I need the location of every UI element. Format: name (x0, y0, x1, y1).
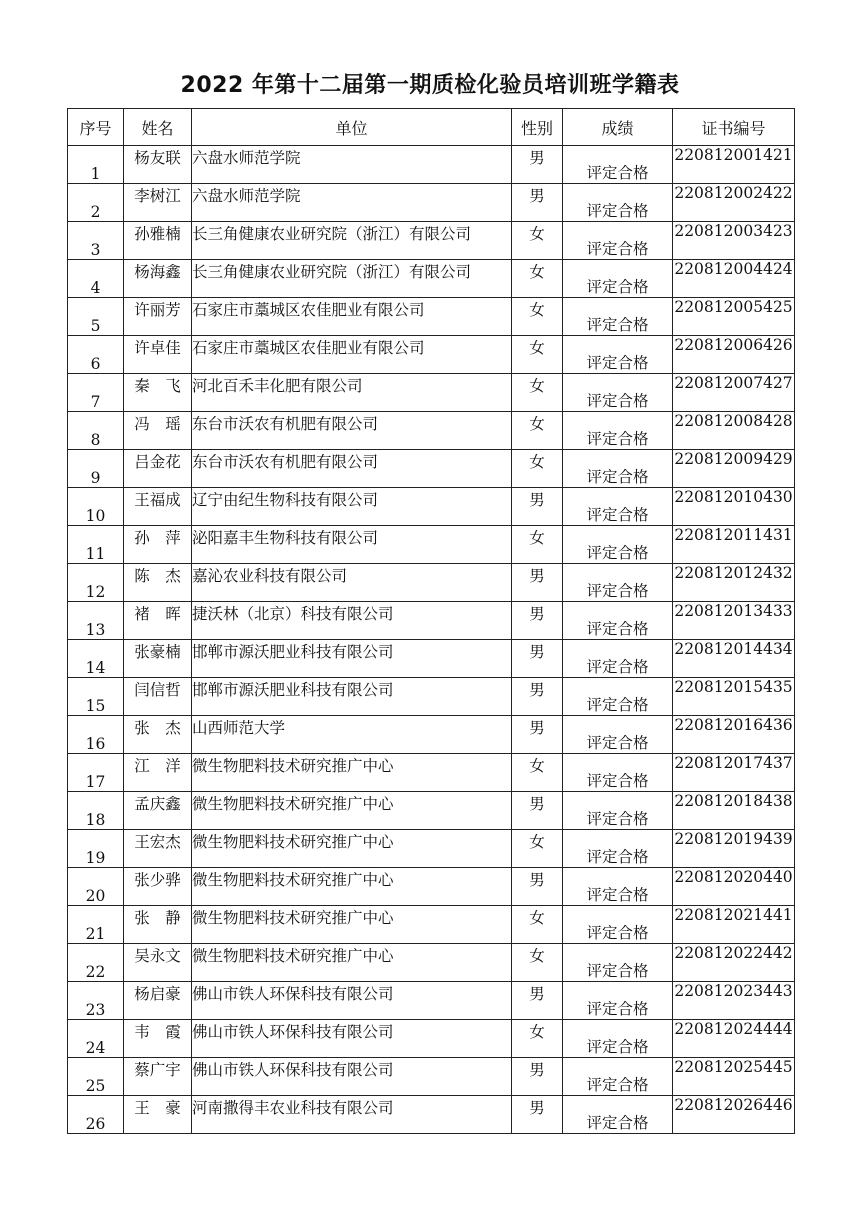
organization-cell: 石家庄市藁城区农佳肥业有限公司 (192, 298, 512, 336)
table-row (68, 868, 795, 906)
result-cell: 评定合格 (563, 222, 673, 260)
student-name-cell: 王福成 (124, 488, 192, 526)
result-cell: 评定合格 (563, 906, 673, 944)
gender-cell: 男 (512, 146, 563, 184)
table-row (68, 1058, 795, 1096)
student-name-cell: 秦 飞 (124, 374, 192, 412)
organization-cell: 微生物肥料技术研究推广中心 (192, 944, 512, 982)
gender-cell: 女 (512, 222, 563, 260)
student-name-cell: 杨启豪 (124, 982, 192, 1020)
result-cell: 评定合格 (563, 146, 673, 184)
certificate-number-cell: 220812005425 (673, 298, 795, 336)
row-number-cell: 22 (68, 944, 124, 982)
organization-cell: 河北百禾丰化肥有限公司 (192, 374, 512, 412)
result-cell: 评定合格 (563, 564, 673, 602)
table-row (68, 944, 795, 982)
header-gender: 性别 (512, 109, 563, 146)
result-cell: 评定合格 (563, 526, 673, 564)
organization-cell: 佛山市铁人环保科技有限公司 (192, 1058, 512, 1096)
row-number-cell: 6 (68, 336, 124, 374)
organization-cell: 邯郸市源沃肥业科技有限公司 (192, 678, 512, 716)
student-name-cell: 许卓佳 (124, 336, 192, 374)
student-name-cell: 许丽芳 (124, 298, 192, 336)
student-name-cell: 吕金花 (124, 450, 192, 488)
student-name-cell: 褚 晖 (124, 602, 192, 640)
student-name-cell: 张少骅 (124, 868, 192, 906)
certificate-number-cell: 220812019439 (673, 830, 795, 868)
table-row (68, 716, 795, 754)
student-name-cell: 蔡广宇 (124, 1058, 192, 1096)
certificate-number-cell: 220812026446 (673, 1096, 795, 1134)
result-cell: 评定合格 (563, 298, 673, 336)
certificate-number-cell: 220812014434 (673, 640, 795, 678)
result-cell: 评定合格 (563, 336, 673, 374)
row-number-cell: 17 (68, 754, 124, 792)
header-unit: 单位 (192, 109, 512, 146)
student-name-cell: 王宏杰 (124, 830, 192, 868)
row-number-cell: 9 (68, 450, 124, 488)
row-number-cell: 25 (68, 1058, 124, 1096)
gender-cell: 男 (512, 868, 563, 906)
result-cell: 评定合格 (563, 602, 673, 640)
header-score: 成绩 (563, 109, 673, 146)
organization-cell: 佛山市铁人环保科技有限公司 (192, 1020, 512, 1058)
certificate-number-cell: 220812016436 (673, 716, 795, 754)
gender-cell: 男 (512, 184, 563, 222)
organization-cell: 微生物肥料技术研究推广中心 (192, 754, 512, 792)
organization-cell: 微生物肥料技术研究推广中心 (192, 830, 512, 868)
organization-cell: 石家庄市藁城区农佳肥业有限公司 (192, 336, 512, 374)
table-row (68, 830, 795, 868)
row-number-cell: 7 (68, 374, 124, 412)
student-name-cell: 张 静 (124, 906, 192, 944)
result-cell: 评定合格 (563, 982, 673, 1020)
student-name-cell: 冯 瑶 (124, 412, 192, 450)
gender-cell: 女 (512, 336, 563, 374)
student-name-cell: 陈 杰 (124, 564, 192, 602)
row-number-cell: 4 (68, 260, 124, 298)
student-name-cell: 张豪楠 (124, 640, 192, 678)
row-number-cell: 13 (68, 602, 124, 640)
result-cell: 评定合格 (563, 450, 673, 488)
result-cell: 评定合格 (563, 792, 673, 830)
result-cell: 评定合格 (563, 412, 673, 450)
result-cell: 评定合格 (563, 944, 673, 982)
table-row (68, 1096, 795, 1134)
row-number-cell: 16 (68, 716, 124, 754)
gender-cell: 女 (512, 754, 563, 792)
row-number-cell: 8 (68, 412, 124, 450)
row-number-cell: 24 (68, 1020, 124, 1058)
result-cell: 评定合格 (563, 260, 673, 298)
table-row (68, 374, 795, 412)
certificate-number-cell: 220812015435 (673, 678, 795, 716)
result-cell: 评定合格 (563, 640, 673, 678)
organization-cell: 微生物肥料技术研究推广中心 (192, 868, 512, 906)
table-row (68, 412, 795, 450)
row-number-cell: 26 (68, 1096, 124, 1134)
organization-cell: 泌阳嘉丰生物科技有限公司 (192, 526, 512, 564)
certificate-number-cell: 220812020440 (673, 868, 795, 906)
table-row (68, 146, 795, 184)
certificate-number-cell: 220812011431 (673, 526, 795, 564)
organization-cell: 长三角健康农业研究院（浙江）有限公司 (192, 260, 512, 298)
result-cell: 评定合格 (563, 830, 673, 868)
header-no: 序号 (68, 109, 124, 146)
result-cell: 评定合格 (563, 374, 673, 412)
table-row (68, 1020, 795, 1058)
certificate-number-cell: 220812021441 (673, 906, 795, 944)
certificate-number-cell: 220812017437 (673, 754, 795, 792)
gender-cell: 女 (512, 830, 563, 868)
certificate-number-cell: 220812012432 (673, 564, 795, 602)
organization-cell: 东台市沃农有机肥有限公司 (192, 450, 512, 488)
result-cell: 评定合格 (563, 1096, 673, 1134)
gender-cell: 男 (512, 678, 563, 716)
result-cell: 评定合格 (563, 1058, 673, 1096)
gender-cell: 女 (512, 944, 563, 982)
student-name-cell: 江 洋 (124, 754, 192, 792)
table-row (68, 526, 795, 564)
gender-cell: 女 (512, 260, 563, 298)
student-name-cell: 孙 萍 (124, 526, 192, 564)
student-name-cell: 韦 霞 (124, 1020, 192, 1058)
organization-cell: 河南撒得丰农业科技有限公司 (192, 1096, 512, 1134)
header-name: 姓名 (124, 109, 192, 146)
student-name-cell: 王 豪 (124, 1096, 192, 1134)
student-name-cell: 孙雅楠 (124, 222, 192, 260)
table-body (68, 146, 795, 1134)
gender-cell: 男 (512, 564, 563, 602)
header-cert: 证书编号 (673, 109, 795, 146)
gender-cell: 女 (512, 374, 563, 412)
result-cell: 评定合格 (563, 716, 673, 754)
organization-cell: 捷沃林（北京）科技有限公司 (192, 602, 512, 640)
row-number-cell: 11 (68, 526, 124, 564)
gender-cell: 女 (512, 450, 563, 488)
certificate-number-cell: 220812004424 (673, 260, 795, 298)
certificate-number-cell: 220812010430 (673, 488, 795, 526)
student-name-cell: 杨海鑫 (124, 260, 192, 298)
table-row (68, 450, 795, 488)
certificate-number-cell: 220812022442 (673, 944, 795, 982)
certificate-number-cell: 220812003423 (673, 222, 795, 260)
certificate-number-cell: 220812023443 (673, 982, 795, 1020)
row-number-cell: 21 (68, 906, 124, 944)
table-row (68, 982, 795, 1020)
certificate-number-cell: 220812007427 (673, 374, 795, 412)
page-title: 2022 年第十二届第一期质检化验员培训班学籍表 (180, 73, 680, 98)
certificate-number-cell: 220812008428 (673, 412, 795, 450)
certificate-number-cell: 220812001421 (673, 146, 795, 184)
table-row (68, 298, 795, 336)
organization-cell: 山西师范大学 (192, 716, 512, 754)
row-number-cell: 12 (68, 564, 124, 602)
gender-cell: 男 (512, 716, 563, 754)
student-roster-table (67, 108, 795, 1134)
gender-cell: 女 (512, 1020, 563, 1058)
gender-cell: 女 (512, 906, 563, 944)
row-number-cell: 5 (68, 298, 124, 336)
table-row (68, 792, 795, 830)
result-cell: 评定合格 (563, 754, 673, 792)
row-number-cell: 15 (68, 678, 124, 716)
student-name-cell: 李树江 (124, 184, 192, 222)
organization-cell: 六盘水师范学院 (192, 146, 512, 184)
organization-cell: 微生物肥料技术研究推广中心 (192, 906, 512, 944)
organization-cell: 嘉沁农业科技有限公司 (192, 564, 512, 602)
gender-cell: 女 (512, 412, 563, 450)
certificate-number-cell: 220812002422 (673, 184, 795, 222)
organization-cell: 佛山市铁人环保科技有限公司 (192, 982, 512, 1020)
gender-cell: 男 (512, 1058, 563, 1096)
result-cell: 评定合格 (563, 184, 673, 222)
gender-cell: 男 (512, 488, 563, 526)
gender-cell: 男 (512, 640, 563, 678)
row-number-cell: 10 (68, 488, 124, 526)
organization-cell: 东台市沃农有机肥有限公司 (192, 412, 512, 450)
table-row (68, 260, 795, 298)
result-cell: 评定合格 (563, 488, 673, 526)
organization-cell: 微生物肥料技术研究推广中心 (192, 792, 512, 830)
row-number-cell: 20 (68, 868, 124, 906)
table-row (68, 488, 795, 526)
table-row (68, 678, 795, 716)
certificate-number-cell: 220812025445 (673, 1058, 795, 1096)
result-cell: 评定合格 (563, 678, 673, 716)
certificate-number-cell: 220812024444 (673, 1020, 795, 1058)
result-cell: 评定合格 (563, 868, 673, 906)
gender-cell: 男 (512, 792, 563, 830)
row-number-cell: 18 (68, 792, 124, 830)
row-number-cell: 19 (68, 830, 124, 868)
table-row (68, 564, 795, 602)
table-row (68, 184, 795, 222)
gender-cell: 男 (512, 982, 563, 1020)
row-number-cell: 1 (68, 146, 124, 184)
table-row (68, 602, 795, 640)
gender-cell: 男 (512, 1096, 563, 1134)
row-number-cell: 14 (68, 640, 124, 678)
row-number-cell: 23 (68, 982, 124, 1020)
table-row (68, 222, 795, 260)
student-name-cell: 张 杰 (124, 716, 192, 754)
certificate-number-cell: 220812009429 (673, 450, 795, 488)
gender-cell: 女 (512, 298, 563, 336)
certificate-number-cell: 220812018438 (673, 792, 795, 830)
student-name-cell: 闫信哲 (124, 678, 192, 716)
organization-cell: 长三角健康农业研究院（浙江）有限公司 (192, 222, 512, 260)
gender-cell: 男 (512, 602, 563, 640)
result-cell: 评定合格 (563, 1020, 673, 1058)
student-name-cell: 杨友联 (124, 146, 192, 184)
row-number-cell: 2 (68, 184, 124, 222)
certificate-number-cell: 220812013433 (673, 602, 795, 640)
organization-cell: 辽宁由纪生物科技有限公司 (192, 488, 512, 526)
organization-cell: 六盘水师范学院 (192, 184, 512, 222)
row-number-cell: 3 (68, 222, 124, 260)
gender-cell: 女 (512, 526, 563, 564)
table-row (68, 640, 795, 678)
table-row (68, 336, 795, 374)
table-row (68, 754, 795, 792)
table-row (68, 906, 795, 944)
certificate-number-cell: 220812006426 (673, 336, 795, 374)
organization-cell: 邯郸市源沃肥业科技有限公司 (192, 640, 512, 678)
student-name-cell: 吴永文 (124, 944, 192, 982)
table-header-row (68, 109, 795, 146)
student-name-cell: 孟庆鑫 (124, 792, 192, 830)
